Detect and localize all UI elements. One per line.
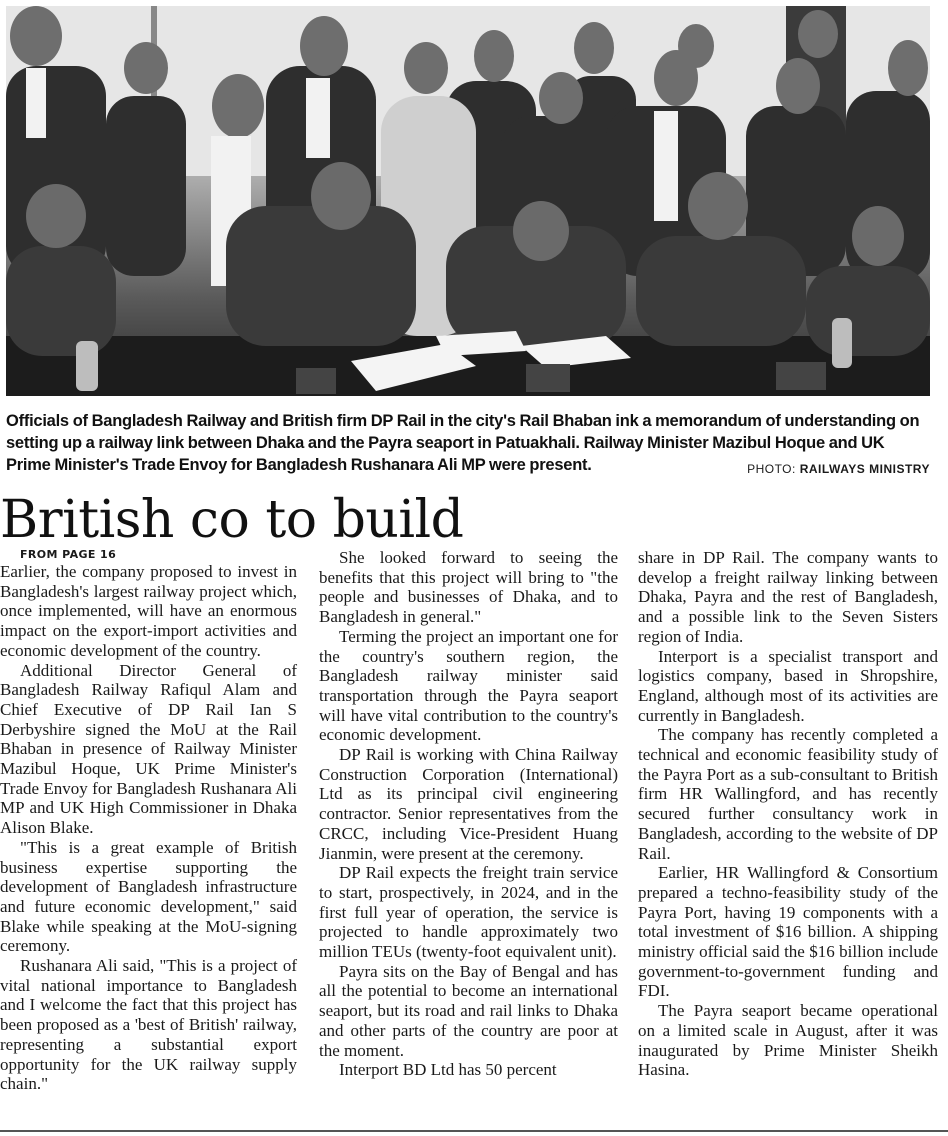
article-paragraph: DP Rail is working with China Railway Construction Corporation (International) Ltd as its principal civil engineering contractor. Senior representatives from the CRCC, including Vice-President Huang Jianmin, were present at the ceremony.	[319, 745, 618, 863]
photo-caption: Officials of Bangladesh Railway and British firm DP Rail in the city's Rail Bhaban ink a memorandum of understanding on setting up a railway link between Dhaka and the Payra seaport in Patuakhali. Railway Minister Mazibul Hoque and UK Prime Minister's Trade Envoy for Bangladesh Rushanara Ali MP were present.	[6, 412, 920, 474]
article-paragraph: share in DP Rail. The company wants to develop a freight railway linking between Dhaka, Payra and the rest of Bangladesh, and a possible link to the Seven Sisters region of India.	[638, 548, 938, 646]
article-paragraph: Earlier, the company proposed to invest in Bangladesh's largest railway project which, once implemented, will have an enormous impact on the export-import activities and economic development of the country.	[0, 562, 297, 660]
article-paragraph: Rushanara Ali said, "This is a project of vital national importance to Bangladesh and I welcome the fact that this project has been proposed as a 'best of British' railway, representing a substantial export opportunity for the UK railway supply chain."	[0, 956, 297, 1094]
signing-ceremony-illustration	[6, 6, 930, 396]
article-column-3	[638, 548, 938, 1080]
photo-credit	[747, 462, 930, 476]
article-paragraph: Interport is a specialist transport and logistics company, based in Shropshire, England, although most of its activities are currently in Bangladesh.	[638, 646, 938, 725]
article-column-2	[319, 548, 618, 1080]
article-paragraph: The Payra seaport became operational on a limited scale in August, after it was inaugurated by Prime Minister Sheikh Hasina.	[638, 1001, 938, 1080]
news-photo	[6, 6, 930, 396]
continued-from-label: FROM PAGE 16	[20, 548, 117, 561]
article-paragraph: The company has recently completed a technical and economic feasibility study of the Payra Port as a sub-consultant to British firm HR Wallingford, and has recently secured further consultancy work in Bangladesh, according to the website of DP Rail.	[638, 725, 938, 863]
article-paragraph: Payra sits on the Bay of Bengal and has all the potential to become an international seaport, but its road and rail links to Dhaka and other parts of the country are poor at the moment.	[319, 961, 618, 1060]
article-paragraph: Terming the project an important one for the country's southern region, the Bangladesh railway minister said transportation through the Payra seaport will have vital contribution to the country's economic development.	[319, 626, 618, 745]
article-paragraph: She looked forward to seeing the benefits that this project will bring to "the people and businesses of Dhaka, and to Bangladesh in general."	[319, 548, 618, 627]
photo-credit-source: RAILWAYS MINISTRY	[799, 462, 930, 476]
bottom-rule	[0, 1130, 948, 1132]
article-paragraph: Interport BD Ltd has 50 percent	[339, 1060, 557, 1080]
article-column-1	[0, 548, 297, 1094]
article-paragraph: Earlier, HR Wallingford & Consortium prepared a techno-feasibility study of the Payra Port, having 19 components with a total investment of $16 billion. A shipping ministry official said the $16 billion include government-to-government funding and FDI.	[638, 863, 938, 1001]
article-headline: British co to build	[0, 490, 464, 550]
article-paragraph: DP Rail expects the freight train service to start, prospectively, in 2024, and in the first full year of operation, the service is projected to handle approximately two million TEUs (twenty-foot equivalent unit).	[319, 863, 618, 962]
photo-credit-label: PHOTO:	[747, 462, 796, 476]
article-paragraph: Additional Director General of Bangladesh Railway Rafiqul Alam and Chief Executive of DP Rail Ian S Derbyshire signed the MoU at the Rail Bhaban in presence of Railway Minister Mazibul Hoque, UK Prime Minister's Trade Envoy for Bangladesh Rushanara Ali MP and UK High Commissioner in Dhaka Alison Blake.	[0, 660, 297, 838]
article-paragraph: "This is a great example of British business expertise supporting the development of Bangladesh infrastructure and future economic development," said Blake while speaking at the MoU-signing ceremony.	[0, 837, 297, 956]
